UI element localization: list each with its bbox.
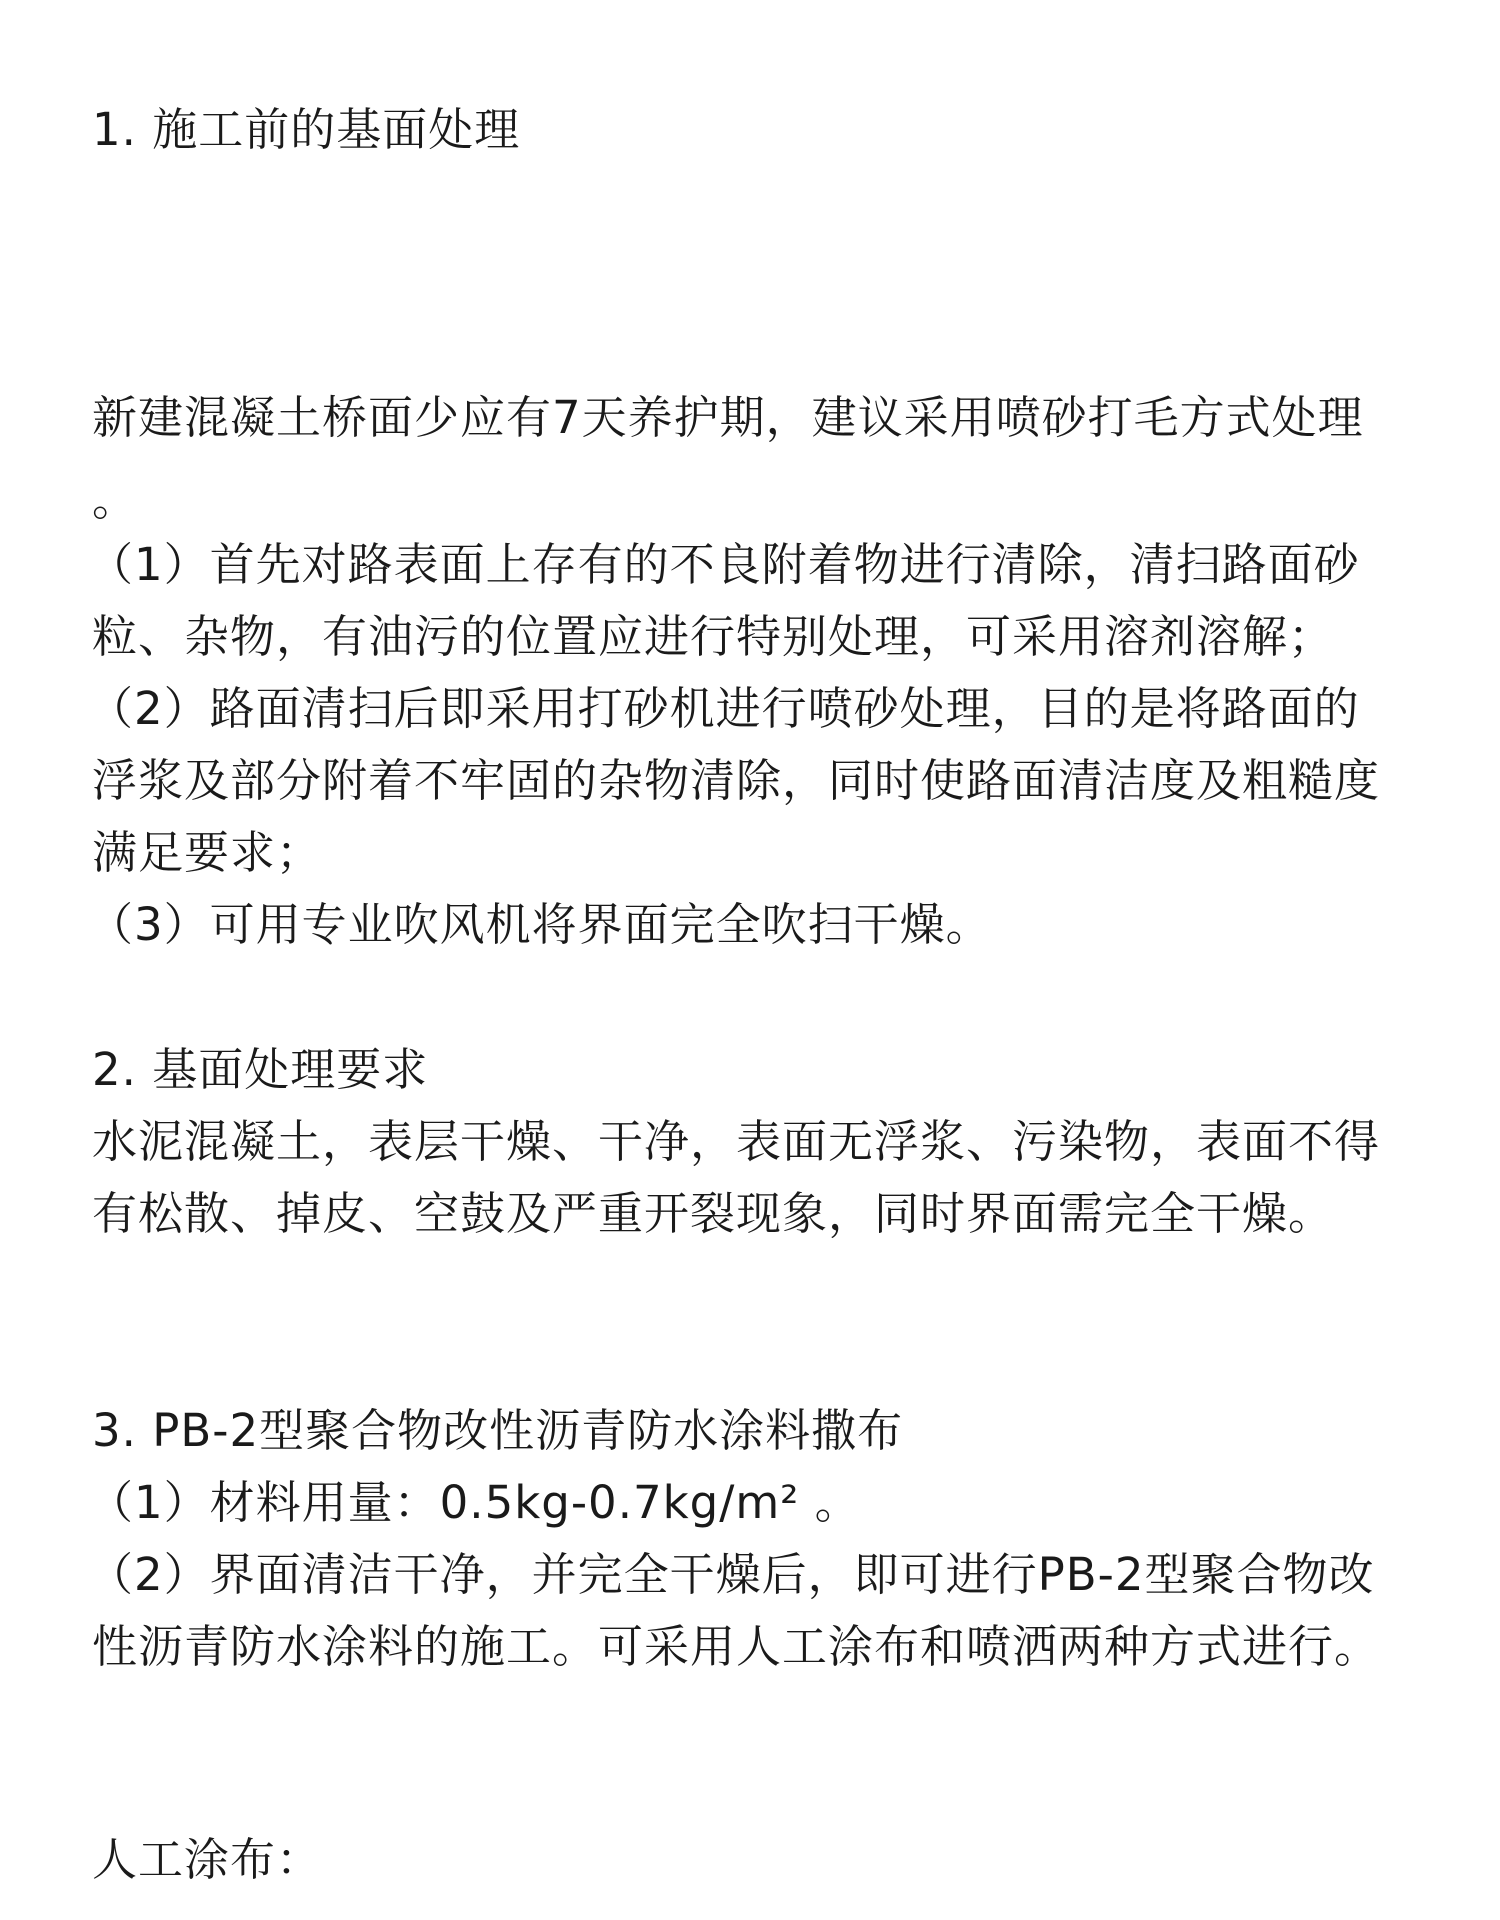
section-4-heading: 人工涂布： xyxy=(92,1833,323,1886)
section-3-line-3: 性沥青防水涂料的施工。可采用人工涂布和喷洒两种方式进行。 xyxy=(92,1620,1381,1673)
section-2-line-1: 水泥混凝土，表层干燥、干净，表面无浮浆、污染物，表面不得 xyxy=(92,1115,1381,1168)
section-1-line-6: 浮浆及部分附着不牢固的杂物清除，同时使路面清洁度及粗糙度 xyxy=(92,754,1381,807)
section-1-heading: 1. 施工前的基面处理 xyxy=(92,103,521,156)
section-3-line-1: （1）材料用量：0.5kg-0.7kg/m² 。 xyxy=(88,1476,861,1529)
section-1-line-7: 满足要求； xyxy=(92,826,323,879)
section-3-heading: 3. PB-2型聚合物改性沥青防水涂料撒布 xyxy=(92,1404,904,1457)
section-1-line-4: 粒、杂物，有油污的位置应进行特别处理，可采用溶剂溶解； xyxy=(92,610,1335,663)
section-3-line-2: （2）界面清洁干净，并完全干燥后，即可进行PB-2型聚合物改 xyxy=(88,1548,1375,1601)
section-1-line-8: （3）可用专业吹风机将界面完全吹扫干燥。 xyxy=(88,898,992,951)
section-1-line-2: 。 xyxy=(92,473,139,526)
section-2-line-2: 有松散、掉皮、空鼓及严重开裂现象，同时界面需完全干燥。 xyxy=(92,1187,1335,1240)
section-1-line-5: （2）路面清扫后即采用打砂机进行喷砂处理，目的是将路面的 xyxy=(88,682,1360,735)
section-1-line-3: （1）首先对路表面上存有的不良附着物进行清除，清扫路面砂 xyxy=(88,538,1360,591)
section-1-line-1: 新建混凝土桥面少应有7天养护期，建议采用喷砂打毛方式处理 xyxy=(92,391,1364,444)
section-2-heading: 2. 基面处理要求 xyxy=(92,1043,429,1096)
